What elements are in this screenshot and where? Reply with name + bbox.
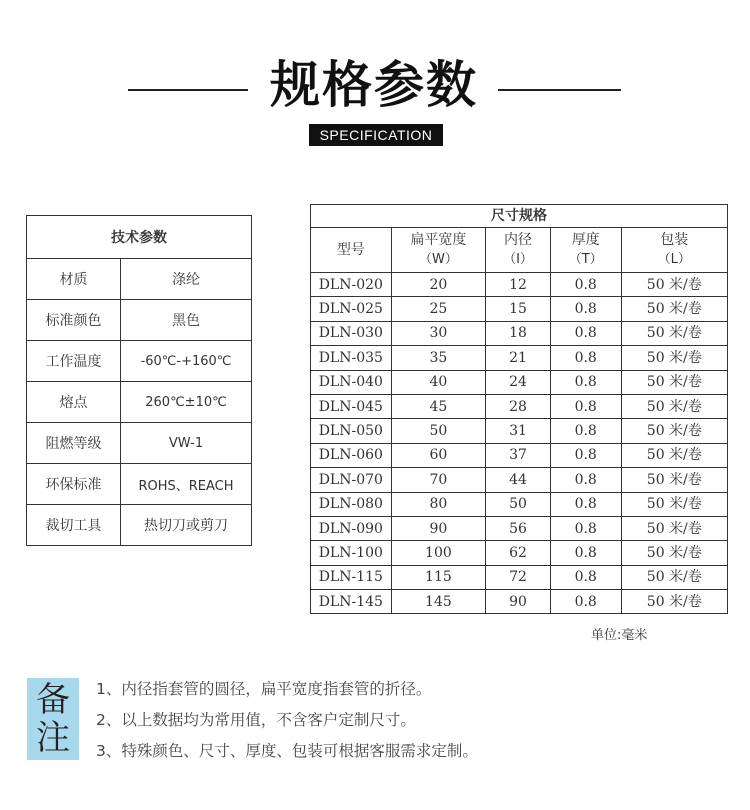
tech-param-key: 工作温度 (27, 341, 121, 382)
cell-thickness: 0.8 (550, 297, 621, 321)
cell-inner-diameter: 15 (486, 297, 551, 321)
tech-param-value: -60℃-+160℃ (121, 341, 252, 382)
cell-model: DLN-115 (311, 565, 392, 589)
cell-thickness: 0.8 (550, 321, 621, 345)
cell-model: DLN-090 (311, 516, 392, 540)
table-row (311, 370, 728, 394)
tech-param-value: 黑色 (121, 300, 252, 341)
cell-inner-diameter: 37 (486, 443, 551, 467)
unit-label: 单位:毫米 (591, 628, 648, 643)
cell-model: DLN-025 (311, 297, 392, 321)
notes-badge-char: 备 (36, 680, 70, 720)
column-header-inner-diameter (486, 228, 551, 273)
table-row (27, 464, 252, 505)
cell-thickness: 0.8 (550, 370, 621, 394)
cell-packaging: 50 米/卷 (621, 516, 727, 540)
tech-param-key: 阻燃等级 (27, 423, 121, 464)
tech-param-key: 环保标准 (27, 464, 121, 505)
tech-param-value: 热切刀或剪刀 (121, 505, 252, 546)
cell-inner-diameter: 28 (486, 394, 551, 418)
size-spec-table (310, 204, 728, 614)
cell-flat-width: 20 (391, 273, 486, 297)
cell-packaging: 50 米/卷 (621, 346, 727, 370)
cell-thickness: 0.8 (550, 492, 621, 516)
column-header-symbol: （T） (568, 252, 603, 267)
cell-inner-diameter: 31 (486, 419, 551, 443)
note-item: 1、内径指套管的圆径，扁平宽度指套管的折径。 (96, 680, 432, 698)
tech-param-value: 260℃±10℃ (121, 382, 252, 423)
tech-param-key: 裁切工具 (27, 505, 121, 546)
cell-flat-width: 40 (391, 370, 486, 394)
table-row (311, 443, 728, 467)
table-row (27, 300, 252, 341)
size-spec-body (311, 273, 728, 614)
page-title: 规格参数 (270, 56, 478, 114)
cell-thickness: 0.8 (550, 394, 621, 418)
table-row (311, 346, 728, 370)
tech-param-value: VW-1 (121, 423, 252, 464)
cell-thickness: 0.8 (550, 468, 621, 492)
table-row (311, 297, 728, 321)
tech-param-key: 标准颜色 (27, 300, 121, 341)
cell-model: DLN-035 (311, 346, 392, 370)
cell-inner-diameter: 12 (486, 273, 551, 297)
table-row (27, 423, 252, 464)
cell-model: DLN-100 (311, 541, 392, 565)
cell-inner-diameter: 56 (486, 516, 551, 540)
cell-model: DLN-045 (311, 394, 392, 418)
cell-flat-width: 60 (391, 443, 486, 467)
tech-param-value: 涤纶 (121, 259, 252, 300)
table-row (311, 565, 728, 589)
cell-thickness: 0.8 (550, 346, 621, 370)
cell-thickness: 0.8 (550, 273, 621, 297)
cell-packaging: 50 米/卷 (621, 297, 727, 321)
table-row (27, 259, 252, 300)
cell-inner-diameter: 18 (486, 321, 551, 345)
table-row (27, 382, 252, 423)
cell-packaging: 50 米/卷 (621, 492, 727, 516)
tech-params-table (26, 215, 252, 546)
cell-flat-width: 90 (391, 516, 486, 540)
notes-list (96, 676, 736, 769)
cell-flat-width: 100 (391, 541, 486, 565)
specification-badge: SPECIFICATION (309, 124, 443, 146)
cell-flat-width: 35 (391, 346, 486, 370)
cell-packaging: 50 米/卷 (621, 419, 727, 443)
tech-param-value: ROHS、REACH (121, 464, 252, 505)
cell-packaging: 50 米/卷 (621, 370, 727, 394)
cell-thickness: 0.8 (550, 443, 621, 467)
column-header-label: 包装 (660, 232, 689, 248)
cell-model: DLN-030 (311, 321, 392, 345)
cell-model: DLN-050 (311, 419, 392, 443)
cell-flat-width: 80 (391, 492, 486, 516)
cell-packaging: 50 米/卷 (621, 321, 727, 345)
cell-flat-width: 50 (391, 419, 486, 443)
notes-badge (27, 678, 79, 760)
size-spec-caption-row (311, 205, 728, 228)
column-header-model (311, 228, 392, 273)
table-row (311, 516, 728, 540)
cell-packaging: 50 米/卷 (621, 468, 727, 492)
table-row (311, 590, 728, 614)
column-header-symbol: （W） (418, 252, 458, 267)
table-row (311, 468, 728, 492)
cell-flat-width: 25 (391, 297, 486, 321)
cell-inner-diameter: 62 (486, 541, 551, 565)
size-spec-caption: 尺寸规格 (311, 205, 728, 228)
tech-params-caption-row (27, 216, 252, 259)
cell-packaging: 50 米/卷 (621, 273, 727, 297)
cell-flat-width: 30 (391, 321, 486, 345)
tech-params-caption: 技术参数 (27, 216, 252, 259)
cell-model: DLN-080 (311, 492, 392, 516)
cell-packaging: 50 米/卷 (621, 541, 727, 565)
column-header-packaging (621, 228, 727, 273)
cell-flat-width: 45 (391, 394, 486, 418)
table-row (311, 419, 728, 443)
cell-flat-width: 115 (391, 565, 486, 589)
cell-packaging: 50 米/卷 (621, 590, 727, 614)
cell-model: DLN-020 (311, 273, 392, 297)
cell-packaging: 50 米/卷 (621, 394, 727, 418)
table-row (27, 341, 252, 382)
title-rule-left (128, 89, 248, 91)
cell-thickness: 0.8 (550, 516, 621, 540)
cell-inner-diameter: 72 (486, 565, 551, 589)
column-header-symbol: （L） (657, 252, 691, 267)
column-header-symbol: （I） (503, 252, 533, 267)
cell-thickness: 0.8 (550, 419, 621, 443)
page-header (0, 0, 750, 160)
column-header-label: 厚度 (571, 232, 600, 248)
cell-inner-diameter: 44 (486, 468, 551, 492)
column-header-thickness (550, 228, 621, 273)
column-header-label: 扁平宽度 (410, 232, 467, 248)
cell-inner-diameter: 90 (486, 590, 551, 614)
cell-model: DLN-040 (311, 370, 392, 394)
notes-badge-char: 注 (36, 718, 70, 758)
cell-packaging: 50 米/卷 (621, 443, 727, 467)
cell-thickness: 0.8 (550, 565, 621, 589)
cell-model: DLN-145 (311, 590, 392, 614)
table-row (27, 505, 252, 546)
note-item: 2、以上数据均为常用值，不含客户定制尺寸。 (96, 711, 416, 729)
table-row (311, 394, 728, 418)
tech-param-key: 熔点 (27, 382, 121, 423)
column-header-label: 型号 (336, 242, 365, 258)
tech-param-key: 材质 (27, 259, 121, 300)
column-header-width (391, 228, 486, 273)
cell-packaging: 50 米/卷 (621, 565, 727, 589)
cell-flat-width: 70 (391, 468, 486, 492)
cell-thickness: 0.8 (550, 590, 621, 614)
cell-thickness: 0.8 (550, 541, 621, 565)
column-header-label: 内径 (504, 232, 533, 248)
size-spec-header-row (311, 228, 728, 273)
table-row (311, 541, 728, 565)
note-item: 3、特殊颜色、尺寸、厚度、包装可根据客服需求定制。 (96, 742, 478, 760)
table-row (311, 273, 728, 297)
table-row (311, 321, 728, 345)
cell-model: DLN-070 (311, 468, 392, 492)
cell-flat-width: 145 (391, 590, 486, 614)
cell-inner-diameter: 24 (486, 370, 551, 394)
cell-inner-diameter: 21 (486, 346, 551, 370)
table-row (311, 492, 728, 516)
cell-model: DLN-060 (311, 443, 392, 467)
cell-inner-diameter: 50 (486, 492, 551, 516)
title-rule-right (498, 89, 621, 91)
